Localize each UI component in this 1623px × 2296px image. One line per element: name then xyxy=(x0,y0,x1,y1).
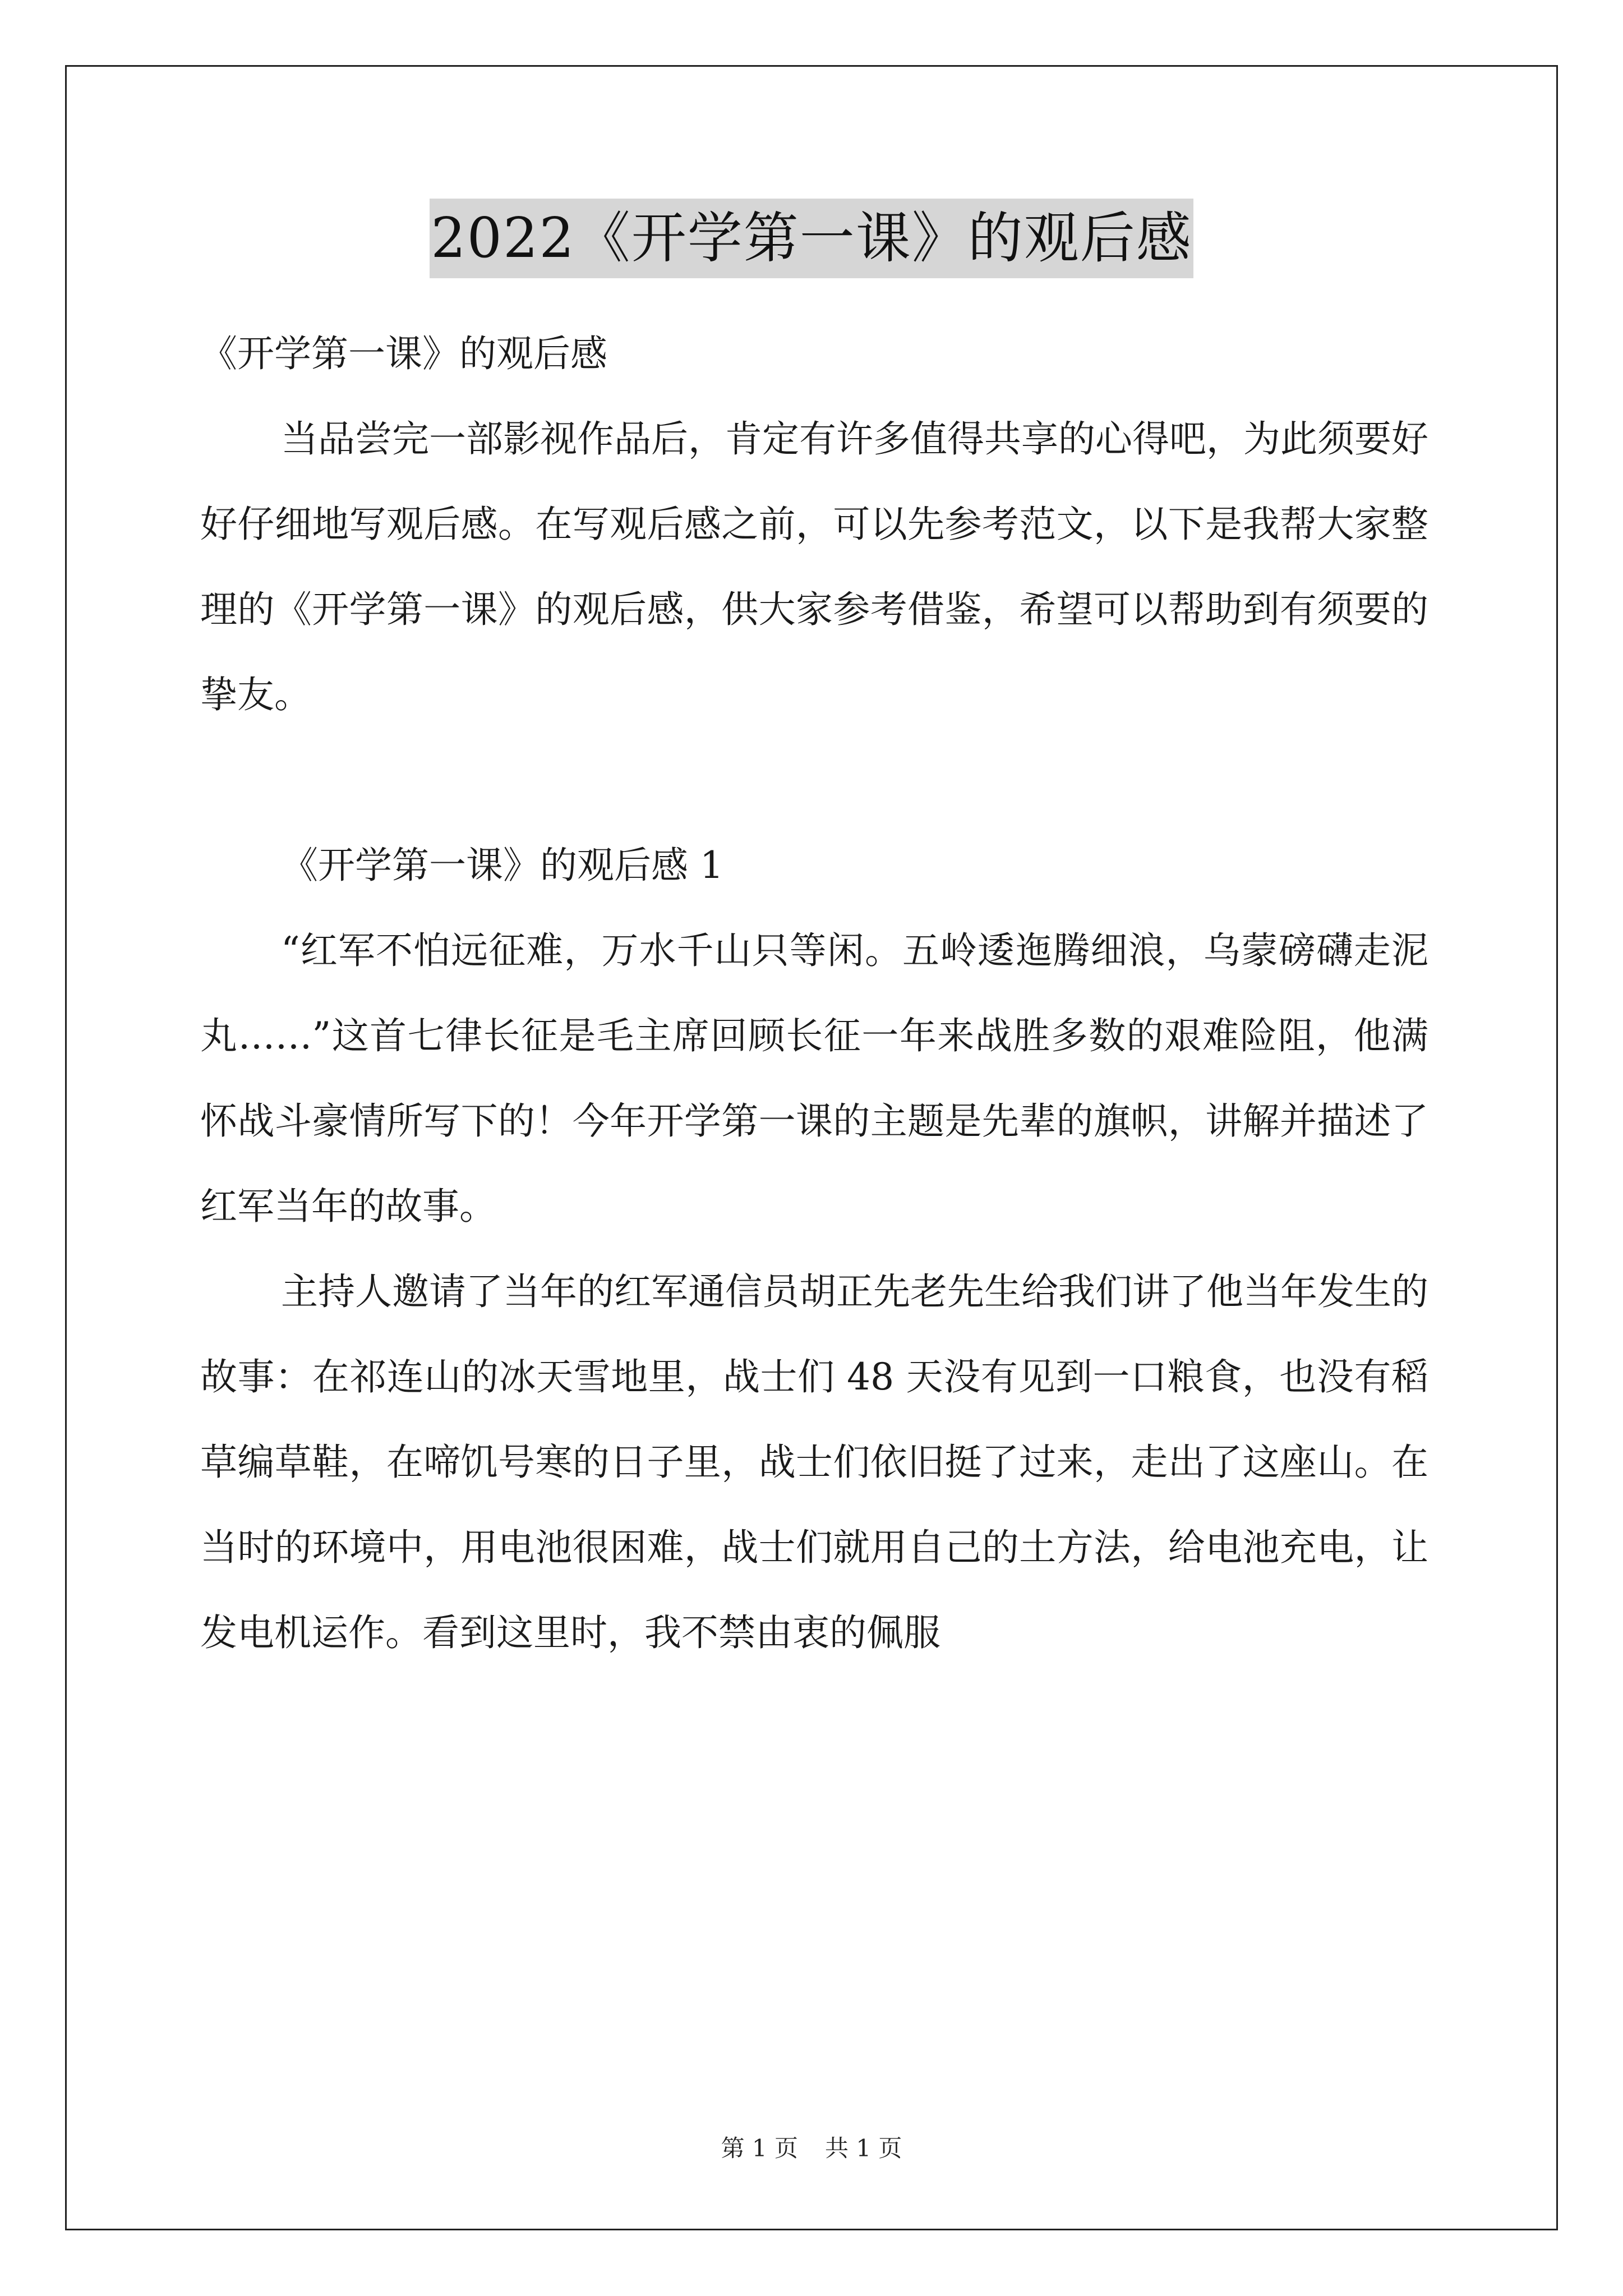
page-number: 第 1 页 xyxy=(721,2134,798,2162)
document-title: 2022《开学第一课》的观后感 xyxy=(430,199,1193,278)
body-paragraph-1: “红军不怕远征难，万水千山只等闲。五岭逶迤腾细浪，乌蒙磅礴走泥丸……”这首七律长征是毛主席回顾长征一年来战胜多数的艰难险阻，他满怀战斗豪情所写下的！今年开学第一课的主题是先辈的旗帜，讲解并描述了红军当年的故事。 xyxy=(200,929,1428,1228)
intro-paragraph: 当品尝完一部影视作品后，肯定有许多值得共享的心得吧，为此须要好好仔细地写观后感。在写观后感之前，可以先参考范文，以下是我帮大家整理的《开学第一课》的观后感，供大家参考借鉴，希望可以帮助到有须要的挚友。 xyxy=(200,417,1428,716)
section-spacer xyxy=(200,738,1428,823)
document-subtitle: 《开学第一课》的观后感 xyxy=(200,332,607,375)
document-body xyxy=(200,311,1428,1676)
body-paragraph-2: 主持人邀请了当年的红军通信员胡正先老先生给我们讲了他当年发生的故事：在祁连山的冰天雪地里，战士们 48 天没有见到一口粮食，也没有稻草编草鞋，在啼饥号寒的日子里，战士们依旧挺了过来，走出了这座山。在当时的环境中，用电池很困难，战士们就用自己的土方法，给电池充电，让发电机运作。看到这里时，我不禁由衷的佩服 xyxy=(200,1270,1428,1654)
title-container xyxy=(0,199,1623,278)
page-footer xyxy=(0,2132,1623,2165)
section-heading: 《开学第一课》的观后感 1 xyxy=(281,844,723,887)
page-total: 共 1 页 xyxy=(825,2134,902,2162)
